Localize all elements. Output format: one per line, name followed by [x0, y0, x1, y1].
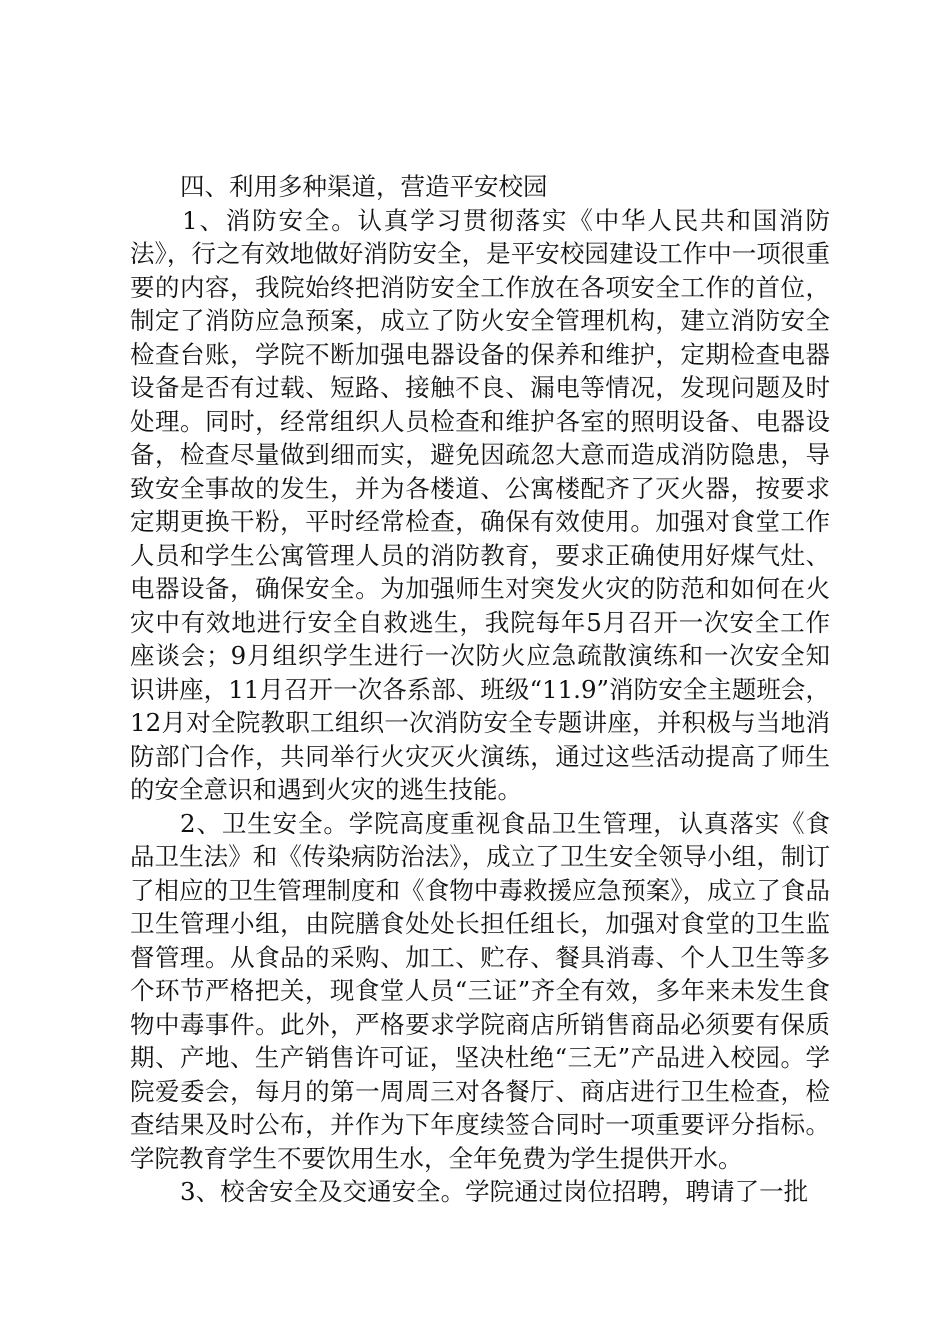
- paragraph-fire-safety: 1、消防安全。认真学习贯彻落实《中华人民共和国消防法》，行之有效地做好消防安全，是平安校园建设工作中一项很重要的内容，我院始终把消防安全工作放在各项安全工作的首位，制定了消防应急预案，成立了防火安全管理机构，建立消防安全检查台账，学院不断加强电器设备的保养和维护，定期检查电器设备是否有过载、短路、接触不良、漏电等情况，发现问题及时处理。同时，经常组织人员检查和维护各室的照明设备、电器设备，检查尽量做到细而实，避免因疏忽大意而造成消防隐患，导致安全事故的发生，并为各楼道、公寓楼配齐了灭火器，按要求定期更换干粉，平时经常检查，确保有效使用。加强对食堂工作人员和学生公寓管理人员的消防教育，要求正确使用好煤气灶、电器设备，确保安全。为加强师生对突发火灾的防范和如何在火灾中有效地进行安全自救逃生，我院每年5月召开一次安全工作座谈会；9月组织学生进行一次防火应急疏散演练和一次安全知识讲座，11月召开一次各系部、班级“11.9”消防安全主题班会，12月对全院教职工组织一次消防安全专题讲座，并积极与当地消防部门合作，共同举行火灾灭火演练，通过这些活动提高了师生的安全意识和遇到火灾的逃生技能。: [130, 205, 830, 804]
- paragraph-hygiene-safety: 2、卫生安全。学院高度重视食品卫生管理，认真落实《食品卫生法》和《传染病防治法》，成立了卫生安全领导小组，制订了相应的卫生管理制度和《食物中毒救援应急预案》，成立了食品卫生管理小组，由院膳食处处长担任组长，加强对食堂的卫生监督管理。从食品的采购、加工、贮存、餐具消毒、个人卫生等多个环节严格把关，现食堂人员“三证”齐全有效，多年来未发生食物中毒事件。此外，严格要求学院商店所销售商品必须要有保质期、产地、生产销售许可证，坚决杜绝“三无”产品进入校园。学院爱委会，每月的第一周周三对各餐厅、商店进行卫生检查，检查结果及时公布，并作为下年度续签合同时一项重要评分指标。学院教育学生不要饮用生水，全年免费为学生提供开水。: [130, 808, 830, 1173]
- paragraph-campus-traffic-safety: 3、校舍安全及交通安全。学院通过岗位招聘，聘请了一批: [180, 1177, 809, 1206]
- section-heading: 四、利用多种渠道，营造平安校园: [180, 172, 548, 201]
- document-body: [130, 170, 830, 1209]
